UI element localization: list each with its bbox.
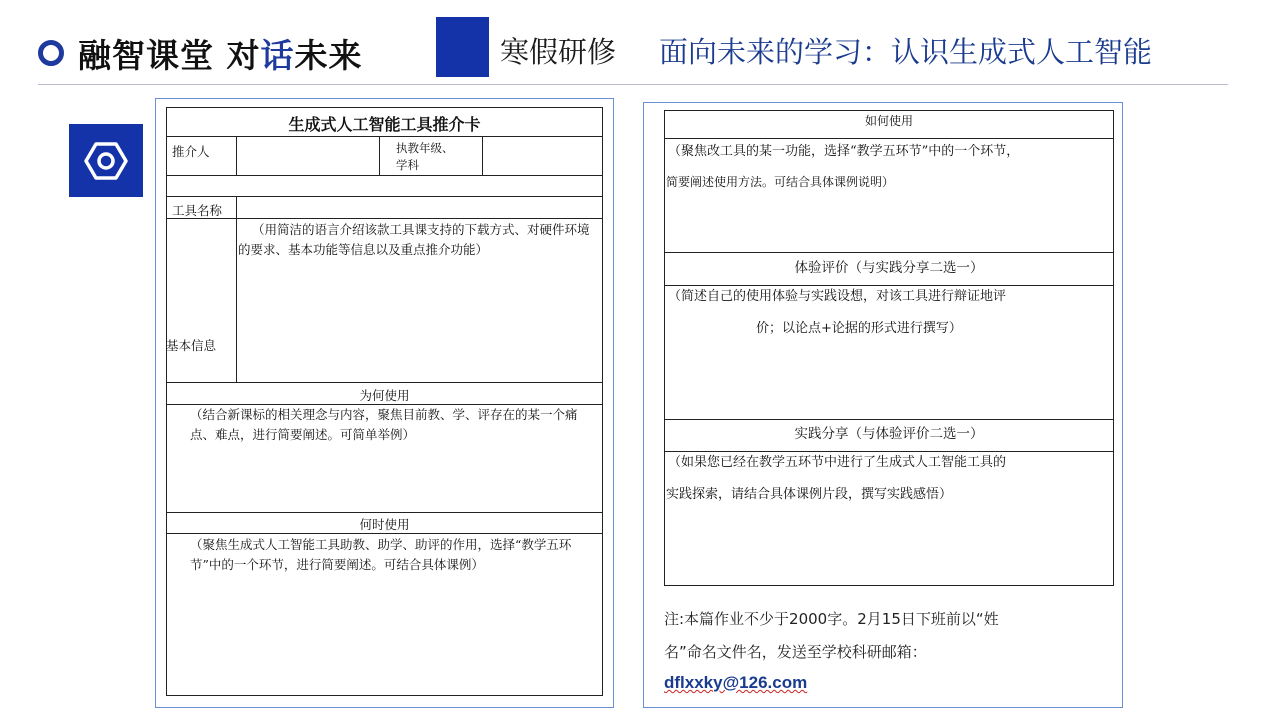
header-topic: 面向未来的学习：认识生成式人工智能 — [659, 35, 1153, 69]
why-hint: （结合新课标的相关理念与内容，聚焦目前教、学、评存在的某一个痛点、难点，进行简要阐述。可简单举例） — [190, 407, 578, 442]
eval-hint-line1: （简述自己的使用体验与实践设想，对该工具进行辩证地评 — [668, 289, 1007, 304]
basic-info-label: 基本信息 — [166, 338, 217, 353]
divider — [166, 175, 603, 176]
basic-info-hint: （用简洁的语言介绍该款工具课支持的下载方式、对硬件环境的要求、基本功能等信息以及重点推介功能） — [238, 222, 590, 257]
brand-title: 融智课堂 对话未来 — [78, 36, 363, 75]
divider — [166, 512, 603, 513]
when-hint: （聚焦生成式人工智能工具助教、助学、助评的作用，选择“教学五环节”中的一个环节，进行简要阐述。可结合具体课例） — [190, 537, 572, 572]
how-hint-line1: （聚焦改工具的某一功能，选择“教学五环节”中的一个环节， — [668, 144, 1020, 159]
when-label: 何时使用 — [359, 517, 410, 532]
eval-hint-line2: 价；以论点+论据的形式进行撰写） — [756, 321, 962, 336]
header-color-block — [436, 17, 489, 77]
divider — [664, 419, 1114, 420]
brand-ring-icon — [38, 40, 64, 66]
share-hint-line1: （如果您已经在教学五环节中进行了生成式人工智能工具的 — [668, 455, 1007, 470]
recommender-label: 推介人 — [172, 144, 210, 159]
divider — [166, 136, 603, 137]
share-hint-line2: 实践探索，请结合具体课例片段，撰写实践感悟） — [666, 487, 953, 502]
divider — [236, 196, 237, 382]
badge — [69, 124, 143, 197]
how-label: 如何使用 — [864, 114, 913, 128]
header-subtitle: 寒假研修 — [500, 35, 617, 69]
grade-label-line1: 执教年级、 — [396, 141, 454, 155]
divider — [166, 218, 603, 219]
divider — [664, 252, 1114, 253]
tool-name-label: 工具名称 — [172, 203, 223, 218]
hexagon-gear-icon — [84, 139, 128, 183]
header-divider — [38, 84, 1228, 85]
divider — [166, 533, 603, 534]
share-label: 实践分享（与体验评价二选一） — [794, 426, 984, 442]
divider — [236, 136, 237, 175]
how-hint-line2: 简要阐述使用方法。可结合具体课例说明） — [666, 175, 895, 189]
eval-label: 体验评价（与实践分享二选一） — [794, 260, 984, 276]
divider — [166, 382, 603, 383]
why-label: 为何使用 — [359, 388, 410, 403]
divider — [379, 136, 380, 175]
card-title: 生成式人工智能工具推介卡 — [288, 115, 481, 134]
divider — [166, 196, 603, 197]
note-line2: 名”命名文件名，发送至学校科研邮箱： — [664, 643, 927, 661]
divider — [482, 136, 483, 175]
email-link[interactable]: dflxxky@126.com — [664, 673, 808, 692]
note-line1: 注:本篇作业不少于2000字。2月15日下班前以“姓 — [664, 610, 999, 628]
grade-label-line2: 学科 — [396, 158, 419, 172]
